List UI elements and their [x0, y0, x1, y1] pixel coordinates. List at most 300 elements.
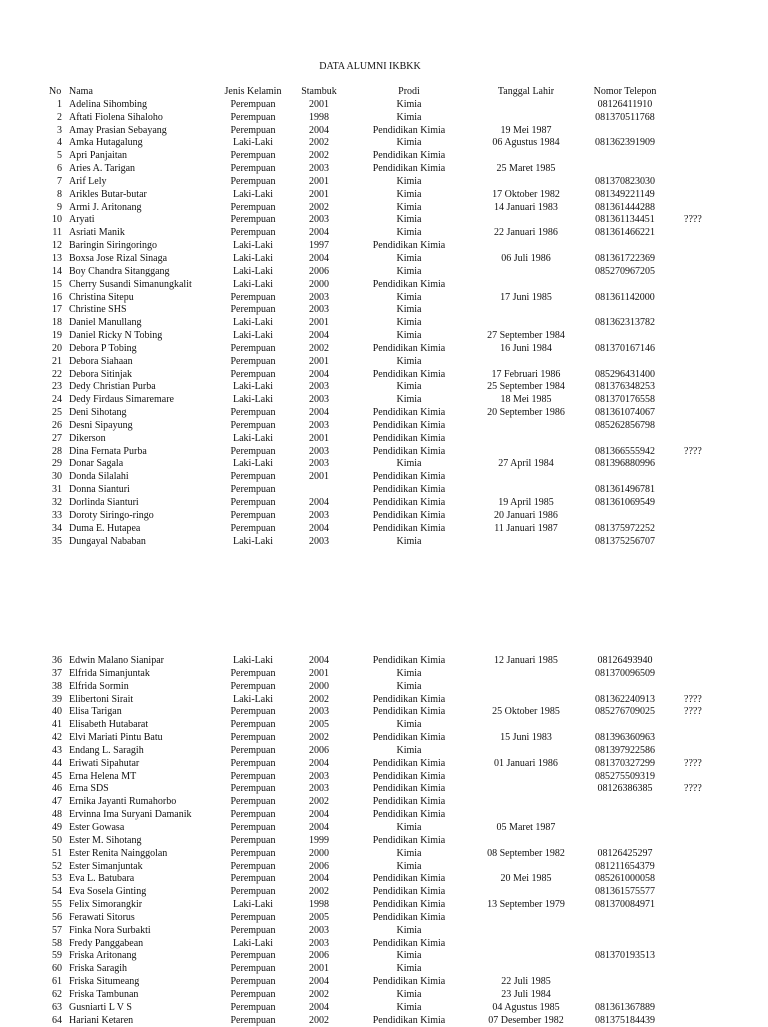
cell-mark: ???? [684, 445, 702, 457]
document-title: DATA ALUMNI IKBKK [319, 61, 421, 72]
cell-tgl: 17 Juni 1985 [500, 291, 552, 303]
cell-no: 50 [52, 834, 62, 846]
cell-stambuk: 2002 [309, 796, 329, 808]
cell-nama: Erna SDS [69, 783, 109, 795]
cell-nama: Debora P Tobing [69, 342, 137, 354]
cell-nama: Daniel Manullang [69, 317, 142, 329]
cell-tgl: 01 Januari 1986 [494, 757, 558, 769]
cell-nama: Fredy Panggabean [69, 937, 144, 949]
cell-nama: Aries A. Tarigan [69, 163, 136, 175]
cell-telp: 081361134451 [595, 214, 655, 226]
cell-telp: 081349221149 [595, 188, 655, 200]
cell-nama: Donda Silalahi [69, 471, 129, 483]
cell-nama: Elvi Mariati Pintu Batu [69, 732, 163, 744]
cell-nama: Doroty Siringo-ringo [69, 509, 154, 521]
cell-no: 63 [52, 1001, 62, 1013]
header-no: No [49, 86, 62, 97]
cell-telp: 081361367889 [595, 1001, 655, 1013]
cell-telp: 081361069549 [595, 497, 655, 508]
cell-no: 29 [52, 458, 62, 470]
cell-no: 58 [52, 937, 62, 949]
table-row [0, 745, 768, 758]
cell-nama: Friska Situmeang [69, 976, 140, 988]
table-row [0, 458, 768, 471]
cell-prodi: Kimia [396, 175, 422, 187]
cell-jk: Perempuan [230, 445, 276, 457]
cell-stambuk: 2004 [309, 757, 329, 769]
table-row [0, 771, 768, 784]
table-row [0, 330, 768, 343]
cell-no: 55 [52, 899, 62, 911]
cell-nama: Apri Panjaitan [69, 150, 128, 162]
cell-prodi: Kimia [396, 137, 422, 149]
table-row [0, 99, 768, 112]
cell-jk: Perempuan [230, 963, 276, 975]
cell-telp: 081370327299 [595, 757, 655, 769]
cell-prodi: Pendidikan Kimia [372, 509, 446, 521]
cell-nama: Endang L. Saragih [69, 744, 144, 756]
cell-nama: Armi J. Aritonang [69, 201, 142, 213]
table-row [0, 925, 768, 938]
cell-stambuk: 2003 [309, 163, 329, 175]
cell-tgl: 17 Februari 1986 [491, 368, 561, 380]
table-row [0, 796, 768, 809]
table-row [0, 214, 768, 227]
cell-prodi: Pendidikan Kimia [372, 522, 446, 534]
cell-stambuk: 2005 [309, 719, 329, 731]
cell-jk: Perempuan [230, 163, 276, 175]
cell-nama: Dikerson [69, 432, 106, 444]
cell-jk: Perempuan [230, 98, 276, 110]
cell-no: 39 [52, 693, 62, 705]
cell-stambuk: 2000 [309, 847, 329, 859]
cell-telp: 081370084971 [595, 899, 655, 911]
cell-jk: Perempuan [230, 342, 276, 354]
table-row [0, 420, 768, 433]
cell-nama: Amay Prasian Sebayang [69, 124, 167, 136]
cell-jk: Laki-Laki [233, 535, 273, 547]
cell-tgl: 20 Mei 1985 [500, 873, 552, 885]
cell-nama: Elibertoni Sirait [69, 693, 134, 705]
cell-no: 20 [52, 342, 62, 354]
cell-stambuk: 2001 [309, 188, 329, 200]
cell-stambuk: 2003 [309, 509, 329, 521]
cell-stambuk: 2000 [309, 278, 329, 290]
cell-no: 28 [52, 445, 62, 457]
table-row [0, 497, 768, 510]
cell-jk: Perempuan [230, 783, 276, 795]
cell-prodi: Kimia [396, 680, 422, 692]
cell-jk: Perempuan [230, 1014, 276, 1026]
cell-jk: Laki-Laki [233, 937, 273, 949]
cell-prodi: Pendidikan Kimia [372, 899, 446, 911]
cell-jk: Perempuan [230, 291, 276, 303]
cell-telp: 081370193513 [595, 950, 655, 962]
cell-jk: Perempuan [230, 497, 276, 508]
cell-no: 38 [52, 680, 62, 692]
header-nama: Nama [69, 86, 93, 97]
cell-jk: Perempuan [230, 304, 276, 316]
header-jenis-kelamin: Jenis Kelamin [224, 86, 282, 97]
table-row [0, 227, 768, 240]
cell-no: 17 [52, 304, 62, 316]
cell-tgl: 22 Juli 1985 [501, 976, 551, 988]
cell-prodi: Pendidikan Kimia [372, 342, 446, 354]
cell-prodi: Pendidikan Kimia [372, 770, 446, 782]
cell-no: 25 [52, 407, 62, 419]
cell-telp: 081361466221 [595, 227, 655, 239]
cell-no: 24 [52, 394, 62, 406]
table-row [0, 394, 768, 407]
cell-telp: 081370823030 [595, 175, 655, 187]
cell-prodi: Pendidikan Kimia [372, 278, 446, 290]
cell-stambuk: 2003 [309, 458, 329, 470]
cell-jk: Perempuan [230, 509, 276, 521]
table-row [0, 899, 768, 912]
cell-jk: Perempuan [230, 407, 276, 419]
cell-no: 14 [52, 265, 62, 277]
cell-jk: Laki-Laki [233, 252, 273, 264]
table-row [0, 989, 768, 1002]
cell-tgl: 05 Maret 1987 [496, 821, 556, 833]
cell-jk: Laki-Laki [233, 265, 273, 277]
cell-telp: 081370096509 [595, 667, 655, 679]
cell-prodi: Kimia [396, 98, 422, 110]
cell-telp: 081370167146 [595, 342, 655, 354]
cell-no: 34 [52, 522, 62, 534]
table-row [0, 706, 768, 719]
table-row [0, 137, 768, 150]
table-row [0, 809, 768, 822]
cell-stambuk: 2002 [309, 886, 329, 898]
cell-tgl: 23 Juli 1984 [501, 988, 551, 1000]
cell-tgl: 07 Desember 1982 [488, 1014, 564, 1026]
cell-prodi: Pendidikan Kimia [372, 240, 446, 252]
cell-tgl: 19 Mei 1987 [500, 124, 552, 136]
cell-stambuk: 2004 [309, 655, 329, 666]
cell-nama: Arikles Butar-butar [69, 188, 147, 200]
table-row [0, 446, 768, 459]
cell-nama: Dorlinda Sianturi [69, 497, 139, 508]
cell-no: 56 [52, 911, 62, 923]
table-row [0, 719, 768, 732]
cell-no: 22 [52, 368, 62, 380]
cell-stambuk: 2001 [309, 432, 329, 444]
table-row [0, 938, 768, 951]
cell-stambuk: 2004 [309, 407, 329, 419]
cell-prodi: Kimia [396, 950, 422, 962]
cell-jk: Perempuan [230, 976, 276, 988]
table-row [0, 912, 768, 925]
cell-stambuk: 2004 [309, 227, 329, 239]
cell-nama: Boxsa Jose Rizal Sinaga [69, 252, 168, 264]
cell-prodi: Pendidikan Kimia [372, 419, 446, 431]
cell-jk: Perempuan [230, 111, 276, 123]
cell-stambuk: 2003 [309, 304, 329, 316]
cell-no: 1 [57, 98, 62, 110]
cell-no: 57 [52, 924, 62, 936]
cell-nama: Eriwati Sipahutar [69, 757, 140, 769]
cell-telp: 081362240913 [595, 693, 655, 705]
cell-no: 21 [52, 355, 62, 367]
cell-stambuk: 2006 [309, 860, 329, 872]
table-row [0, 279, 768, 292]
cell-jk: Perempuan [230, 732, 276, 744]
cell-prodi: Pendidikan Kimia [372, 732, 446, 744]
cell-prodi: Kimia [396, 744, 422, 756]
table-row [0, 822, 768, 835]
cell-jk: Perempuan [230, 809, 276, 821]
table-row [0, 266, 768, 279]
cell-tgl: 18 Mei 1985 [500, 394, 552, 406]
cell-tgl: 20 September 1986 [487, 407, 565, 419]
cell-tgl: 25 Maret 1985 [496, 163, 556, 175]
cell-no: 62 [52, 988, 62, 1000]
table-row [0, 835, 768, 848]
table-row [0, 1015, 768, 1027]
cell-no: 15 [52, 278, 62, 290]
cell-stambuk: 2006 [309, 265, 329, 277]
cell-jk: Perempuan [230, 847, 276, 859]
cell-telp: 08126493940 [597, 655, 653, 666]
table-row [0, 783, 768, 796]
cell-nama: Dedy Firdaus Simaremare [69, 394, 174, 406]
cell-prodi: Pendidikan Kimia [372, 1014, 446, 1026]
table-row [0, 976, 768, 989]
cell-nama: Christina Sitepu [69, 291, 134, 303]
table-row [0, 694, 768, 707]
cell-tgl: 15 Juni 1983 [500, 732, 552, 744]
cell-telp: 081396880996 [595, 458, 655, 470]
cell-prodi: Pendidikan Kimia [372, 757, 446, 769]
cell-prodi: Kimia [396, 111, 422, 123]
table-header-row [0, 86, 768, 99]
cell-no: 16 [52, 291, 62, 303]
cell-prodi: Kimia [396, 188, 422, 200]
table-row [0, 536, 768, 549]
cell-jk: Perempuan [230, 886, 276, 898]
cell-telp: 081361142000 [595, 291, 655, 303]
cell-stambuk: 2001 [309, 317, 329, 329]
table-row [0, 963, 768, 976]
cell-prodi: Pendidikan Kimia [372, 693, 446, 705]
cell-nama: Elfrida Simanjuntak [69, 667, 150, 679]
cell-no: 23 [52, 381, 62, 393]
cell-no: 45 [52, 770, 62, 782]
table-row [0, 150, 768, 163]
cell-no: 7 [57, 175, 62, 187]
cell-prodi: Kimia [396, 201, 422, 213]
table-row [0, 343, 768, 356]
cell-stambuk: 2001 [309, 963, 329, 975]
cell-stambuk: 2003 [309, 770, 329, 782]
cell-tgl: 25 September 1984 [487, 381, 565, 393]
cell-prodi: Kimia [396, 252, 422, 264]
table-row [0, 369, 768, 382]
cell-stambuk: 2001 [309, 175, 329, 187]
cell-stambuk: 2005 [309, 911, 329, 923]
cell-jk: Perempuan [230, 706, 276, 718]
cell-mark: ???? [684, 757, 702, 769]
cell-jk: Laki-Laki [233, 394, 273, 406]
cell-prodi: Kimia [396, 719, 422, 731]
cell-tgl: 11 Januari 1987 [494, 522, 558, 534]
cell-stambuk: 2006 [309, 744, 329, 756]
cell-stambuk: 2002 [309, 150, 329, 162]
header-prodi: Prodi [398, 86, 420, 97]
cell-telp: 081366555942 [595, 445, 655, 457]
cell-no: 10 [52, 214, 62, 226]
cell-stambuk: 2003 [309, 394, 329, 406]
cell-stambuk: 2004 [309, 497, 329, 508]
table-row [0, 202, 768, 215]
cell-telp: 081362313782 [595, 317, 655, 329]
cell-prodi: Pendidikan Kimia [372, 937, 446, 949]
cell-jk: Perempuan [230, 667, 276, 679]
cell-jk: Perempuan [230, 680, 276, 692]
table-row [0, 407, 768, 420]
table-row [0, 125, 768, 138]
cell-no: 12 [52, 240, 62, 252]
cell-nama: Friska Aritonang [69, 950, 137, 962]
cell-telp: 08126386385 [597, 783, 653, 795]
cell-no: 6 [57, 163, 62, 175]
cell-nama: Erna Helena MT [69, 770, 137, 782]
cell-prodi: Pendidikan Kimia [372, 796, 446, 808]
cell-prodi: Pendidikan Kimia [372, 655, 446, 666]
alumni-table-page-2 [0, 655, 768, 1027]
cell-stambuk: 2003 [309, 291, 329, 303]
cell-no: 3 [57, 124, 62, 136]
cell-stambuk: 1997 [309, 240, 329, 252]
cell-no: 40 [52, 706, 62, 718]
cell-no: 51 [52, 847, 62, 859]
cell-nama: Ester Simanjuntak [69, 860, 143, 872]
cell-prodi: Pendidikan Kimia [372, 873, 446, 885]
cell-jk: Laki-Laki [233, 240, 273, 252]
cell-prodi: Pendidikan Kimia [372, 976, 446, 988]
table-row [0, 510, 768, 523]
cell-telp: 08126425297 [597, 847, 653, 859]
table-row [0, 873, 768, 886]
cell-stambuk: 2004 [309, 252, 329, 264]
cell-no: 53 [52, 873, 62, 885]
cell-no: 11 [52, 227, 62, 239]
cell-no: 43 [52, 744, 62, 756]
cell-telp: 081361444288 [595, 201, 655, 213]
cell-telp: 081375256707 [595, 535, 655, 547]
cell-telp: 081370511768 [595, 111, 655, 123]
cell-tgl: 06 Juli 1986 [501, 252, 551, 264]
cell-nama: Hariani Ketaren [69, 1014, 134, 1026]
cell-stambuk: 2001 [309, 355, 329, 367]
cell-no: 18 [52, 317, 62, 329]
cell-nama: Gusniarti L V S [69, 1001, 132, 1013]
cell-telp: 081397922586 [595, 744, 655, 756]
cell-nama: Dina Fernata Purba [69, 445, 147, 457]
cell-no: 5 [57, 150, 62, 162]
cell-no: 64 [52, 1014, 62, 1026]
cell-nama: Desni Sipayung [69, 419, 133, 431]
cell-prodi: Kimia [396, 535, 422, 547]
cell-stambuk: 2006 [309, 950, 329, 962]
cell-telp: 085262856798 [595, 419, 655, 431]
cell-stambuk: 2001 [309, 471, 329, 483]
cell-telp: 081375184439 [595, 1014, 655, 1026]
cell-no: 49 [52, 821, 62, 833]
cell-prodi: Pendidikan Kimia [372, 163, 446, 175]
cell-stambuk: 2000 [309, 680, 329, 692]
cell-stambuk: 2004 [309, 1001, 329, 1013]
cell-prodi: Pendidikan Kimia [372, 124, 446, 136]
table-row [0, 861, 768, 874]
cell-tgl: 22 Januari 1986 [494, 227, 558, 239]
cell-tgl: 27 April 1984 [498, 458, 554, 470]
table-row [0, 758, 768, 771]
cell-stambuk: 2001 [309, 98, 329, 110]
cell-nama: Adelina Sihombing [69, 98, 148, 110]
cell-prodi: Kimia [396, 394, 422, 406]
cell-jk: Perempuan [230, 873, 276, 885]
cell-jk: Perempuan [230, 201, 276, 213]
cell-nama: Ester Renita Nainggolan [69, 847, 168, 859]
table-row [0, 484, 768, 497]
cell-prodi: Pendidikan Kimia [372, 834, 446, 846]
cell-prodi: Kimia [396, 304, 422, 316]
table-body-1 [0, 99, 768, 549]
cell-jk: Perempuan [230, 227, 276, 239]
cell-nama: Ervinna Ima Suryani Damanik [69, 809, 192, 821]
cell-no: 35 [52, 535, 62, 547]
cell-jk: Perempuan [230, 796, 276, 808]
cell-jk: Perempuan [230, 150, 276, 162]
cell-no: 9 [57, 201, 62, 213]
cell-stambuk: 2003 [309, 937, 329, 949]
cell-nama: Elfrida Sormin [69, 680, 129, 692]
cell-jk: Perempuan [230, 419, 276, 431]
cell-stambuk: 1999 [309, 834, 329, 846]
cell-prodi: Kimia [396, 317, 422, 329]
cell-nama: Baringin Siringoringo [69, 240, 158, 252]
cell-tgl: 13 September 1979 [487, 899, 565, 911]
cell-jk: Perempuan [230, 522, 276, 534]
cell-telp: 085275509319 [595, 770, 655, 782]
cell-prodi: Pendidikan Kimia [372, 471, 446, 483]
cell-jk: Perempuan [230, 368, 276, 380]
cell-jk: Perempuan [230, 860, 276, 872]
header-nomor-telepon: Nomor Telepon [593, 86, 657, 97]
table-row [0, 292, 768, 305]
cell-prodi: Kimia [396, 458, 422, 470]
cell-nama: Christine SHS [69, 304, 127, 316]
cell-jk: Perempuan [230, 770, 276, 782]
cell-jk: Laki-Laki [233, 188, 273, 200]
cell-no: 30 [52, 471, 62, 483]
table-row [0, 433, 768, 446]
cell-stambuk: 2002 [309, 1014, 329, 1026]
cell-no: 59 [52, 950, 62, 962]
cell-prodi: Pendidikan Kimia [372, 809, 446, 821]
table-row [0, 886, 768, 899]
cell-prodi: Kimia [396, 860, 422, 872]
cell-no: 37 [52, 667, 62, 679]
cell-mark: ???? [684, 214, 702, 226]
table-row [0, 523, 768, 536]
cell-prodi: Kimia [396, 963, 422, 975]
cell-telp: 081396360963 [595, 732, 655, 744]
cell-prodi: Pendidikan Kimia [372, 432, 446, 444]
cell-telp: 085270967205 [595, 265, 655, 277]
